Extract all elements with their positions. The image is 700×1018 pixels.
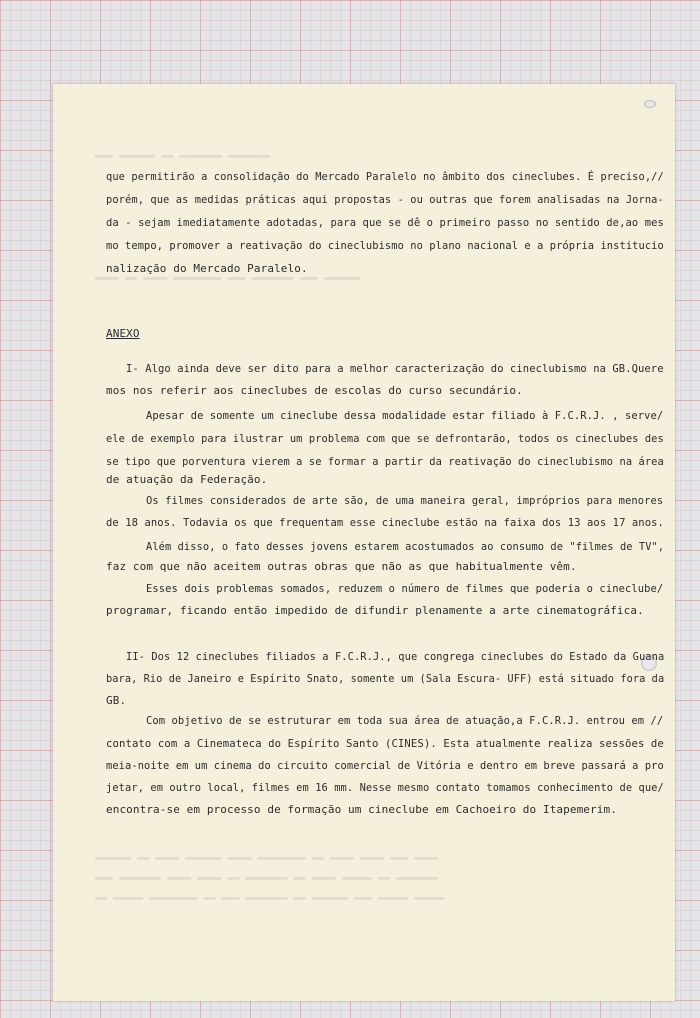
text-line: II- Dos 12 cineclubes filiados a F.C.R.J., que congrega cineclubes do Estado da Guana: [126, 650, 665, 663]
text-line: Apesar de somente um cineclube dessa modalidade estar filiado à F.C.R.J. , serve/: [146, 409, 664, 422]
text-line: de 18 anos. Todavia os que frequentam esse cineclube estão na faixa dos 13 aos 17 anos.: [106, 516, 664, 529]
text-line: faz com que não aceitem outras obras que não as que habitualmente vêm.: [106, 560, 577, 573]
annex-heading: ANEXO: [106, 327, 140, 340]
text-line: porém, que as medidas práticas aqui propostas - ou outras que forem analisadas na Jorna-: [106, 193, 664, 206]
text-line: Esses dois problemas somados, reduzem o número de filmes que poderia o cineclube/: [146, 582, 664, 595]
text-line: bara, Rio de Janeiro e Espírito Snato, somente um (Sala Escura- UFF) está situado fora da: [106, 672, 665, 685]
show-through-text: ▬▬▬▬ ▬▬ ▬▬▬▬ ▬▬▬▬▬▬▬▬ ▬▬▬ ▬▬▬▬▬▬▬ ▬▬▬ ▬▬▬▬▬▬: [95, 273, 360, 284]
text-line: se tipo que porventura vierem a se formar a partir da reativação do cineclubismo na área: [106, 455, 664, 468]
text-line: nalização do Mercado Paralelo.: [106, 262, 308, 275]
show-through-text: ▬▬▬ ▬▬▬▬▬▬▬ ▬▬▬▬ ▬▬▬▬ ▬▬ ▬▬▬▬▬▬▬ ▬▬ ▬▬▬▬ ▬▬▬▬▬ ▬▬ ▬▬▬▬▬▬▬: [95, 873, 439, 884]
text-line: meia-noite em um cinema do circuito comercial de Vitória e dentro em breve passará a pro: [106, 759, 664, 772]
text-line: mo tempo, promover a reativação do cineclubismo no plano nacional e a própria institucio: [106, 239, 664, 252]
show-through-text: ▬▬▬▬▬▬ ▬▬ ▬▬▬▬ ▬▬▬▬▬▬ ▬▬▬▬ ▬▬▬▬▬▬▬▬ ▬▬ ▬▬▬▬ ▬▬▬▬ ▬▬▬ ▬▬▬▬: [95, 853, 439, 864]
text-line: ele de exemplo para ilustrar um problema com que se defrontarão, todos os cineclubes des: [106, 432, 664, 445]
show-through-text: ▬▬▬ ▬▬▬▬▬▬ ▬▬ ▬▬▬▬▬▬▬ ▬▬▬▬▬▬▬: [95, 151, 270, 162]
show-through-text: ▬▬ ▬▬▬▬▬ ▬▬▬▬▬▬▬▬ ▬▬ ▬▬▬ ▬▬▬▬▬▬▬ ▬▬ ▬▬▬▬▬▬ ▬▬▬ ▬▬▬▬▬ ▬▬▬▬▬: [95, 893, 445, 904]
text-line: GB.: [106, 694, 127, 707]
text-line: programar, ficando então impedido de difundir plenamente a arte cinematográfica.: [106, 604, 644, 617]
text-line: de atuação da Federação.: [106, 473, 268, 486]
text-line: Com objetivo de se estruturar em toda sua área de atuação,a F.C.R.J. entrou em //: [146, 714, 664, 727]
text-line: Os filmes considerados de arte são, de uma maneira geral, impróprios para menores: [146, 494, 664, 507]
text-line: I- Algo ainda deve ser dito para a melhor caracterização do cineclubismo na GB.Quere: [126, 362, 664, 375]
text-line: jetar, em outro local, filmes em 16 mm. Nesse mesmo contato tomamos conhecimento de que/: [106, 781, 664, 794]
text-line: mos nos referir aos cineclubes de escolas do curso secundário.: [106, 384, 523, 397]
text-line: que permitirão a consolidação do Mercado Paralelo no âmbito dos cineclubes. É preciso,//: [106, 170, 664, 183]
text-line: da - sejam imediatamente adotadas, para que se dê o primeiro passo no sentido de,ao mes: [106, 216, 664, 229]
punch-hole-top: [644, 100, 656, 108]
text-line: contato com a Cinemateca do Espírito Santo (CINES). Esta atualmente realiza sessões de: [106, 737, 664, 750]
text-line: Além disso, o fato desses jovens estarem acostumados ao consumo de "filmes de TV",: [146, 540, 665, 553]
text-line: encontra-se em processo de formação um cineclube em Cachoeiro do Itapemerim.: [106, 803, 617, 816]
